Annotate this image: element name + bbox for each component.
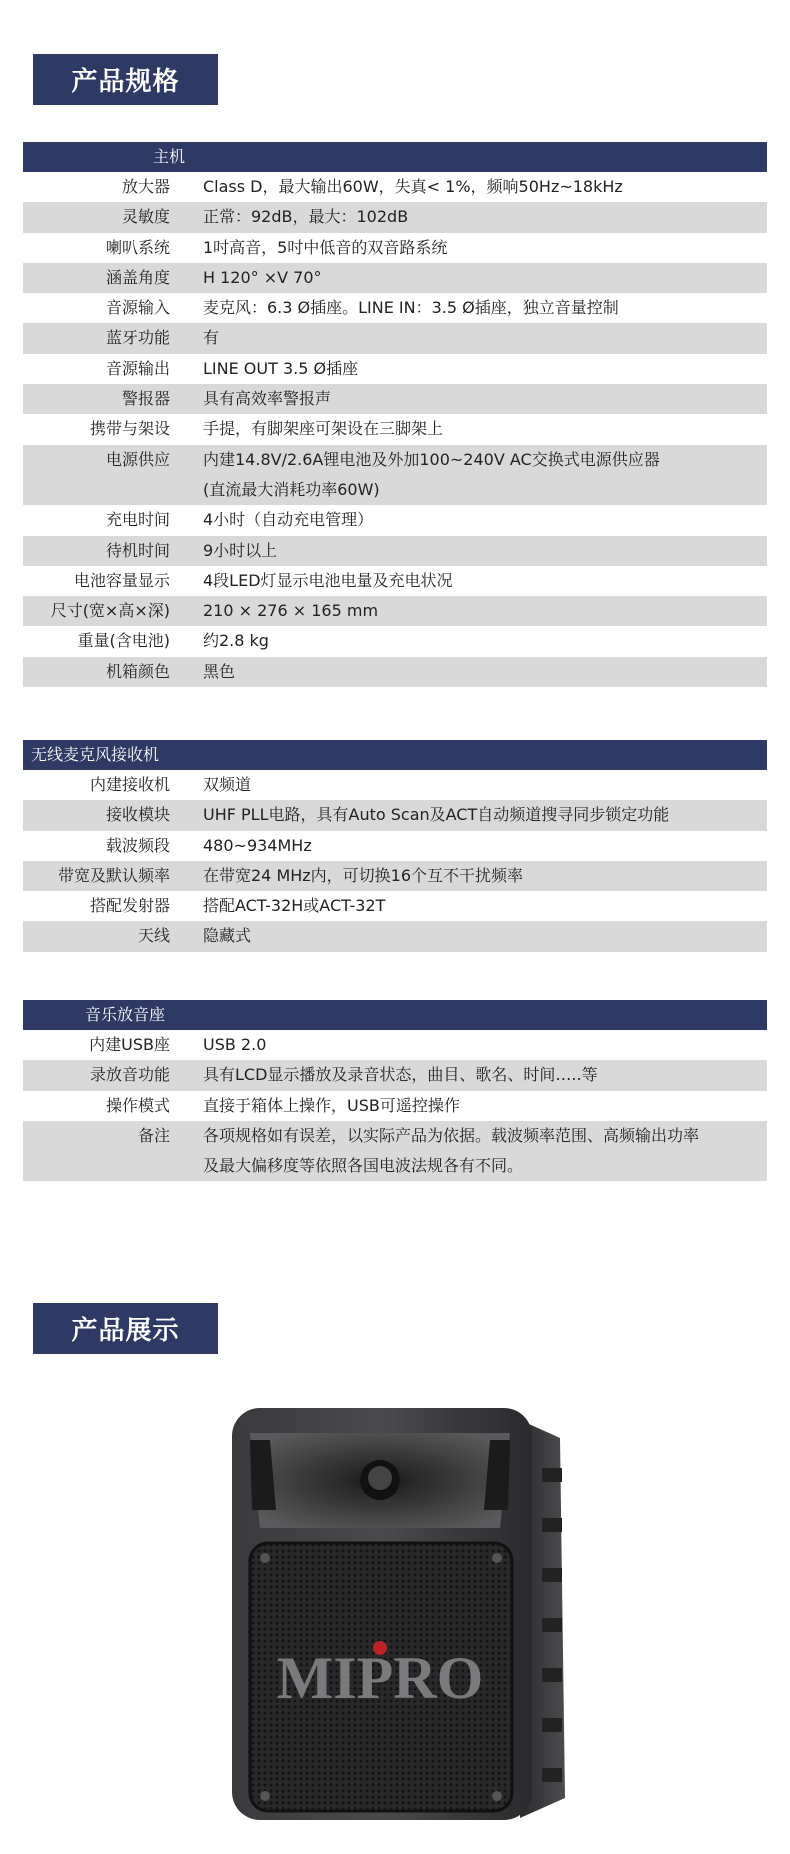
table-row [23, 202, 767, 232]
row-value [203, 770, 767, 800]
table-row [23, 770, 767, 800]
spec-table-main-unit [23, 142, 767, 687]
product-image [220, 1398, 570, 1826]
row-value-line: 1吋高音，5吋中低音的双音路系统 [203, 237, 448, 257]
table-title: 音乐放音座 [85, 1005, 166, 1024]
table-row [23, 831, 767, 861]
row-value-line: 麦克风：6.3 Ø插座。LINE IN：3.5 Ø插座，独立音量控制 [203, 298, 619, 318]
row-label: 录放音功能 [89, 1065, 170, 1085]
row-label: 内建USB座 [89, 1035, 170, 1054]
row-label: 搭配发射器 [89, 896, 170, 916]
row-label: 灵敏度 [121, 207, 170, 227]
table-row [23, 263, 767, 293]
row-label: 音源输入 [105, 298, 170, 318]
row-label: 涵盖角度 [105, 267, 170, 287]
row-value-line: H 120° ×V 70° [203, 267, 322, 287]
row-label: 音源输出 [105, 358, 170, 378]
row-value-line: (直流最大消耗功率60W) [203, 479, 380, 499]
row-label: 待机时间 [105, 540, 170, 560]
table-row [23, 172, 767, 202]
row-value-line: 黑色 [203, 661, 236, 681]
row-label: 尺寸(宽×高×深) [50, 601, 170, 621]
table-title: 主机 [153, 147, 186, 166]
row-value [203, 1060, 767, 1090]
row-value-line: 各项规格如有误差，以实际产品为依据。载波频率范围、高频输出功率 [203, 1125, 700, 1145]
table-header [23, 740, 767, 770]
row-value [203, 323, 767, 353]
table-row [23, 921, 767, 951]
table-row [23, 293, 767, 323]
table-row [23, 384, 767, 414]
table-row [23, 1060, 767, 1090]
row-value-line: 有 [203, 328, 220, 348]
row-label: 放大器 [121, 177, 170, 196]
section-title-specs: 产品规格 [33, 54, 218, 105]
row-value [203, 384, 767, 414]
table-row [23, 1030, 767, 1060]
spec-table-wireless-receiver [23, 740, 767, 952]
row-label: 重量(含电池) [77, 631, 170, 651]
row-label: 喇叭系统 [105, 237, 170, 257]
row-value [203, 1030, 767, 1060]
table-row [23, 1091, 767, 1121]
row-label: 蓝牙功能 [105, 328, 170, 348]
row-value [203, 891, 767, 921]
row-value-line: 210 × 276 × 165 mm [203, 601, 379, 621]
row-value-line: 隐藏式 [203, 926, 252, 946]
row-value [203, 800, 767, 830]
row-value [203, 293, 767, 323]
row-label: 电池容量显示 [73, 570, 170, 590]
row-label: 带宽及默认频率 [57, 865, 170, 885]
section-title-showcase: 产品展示 [33, 1303, 218, 1354]
row-value-line: 4段LED灯显示电池电量及充电状况 [203, 570, 453, 590]
table-row [23, 536, 767, 566]
row-value [203, 263, 767, 293]
row-value-line: 在带宽24 MHz内，可切换16个互不干扰频率 [203, 865, 524, 885]
spec-table-music-player [23, 1000, 767, 1181]
row-value [203, 657, 767, 687]
table-row [23, 445, 767, 506]
row-value-line: 直接于箱体上操作，USB可遥控操作 [203, 1095, 460, 1115]
row-value-line: 约2.8 kg [203, 631, 269, 651]
row-value [203, 831, 767, 861]
row-value [203, 1121, 767, 1182]
row-value [203, 354, 767, 384]
table-row [23, 626, 767, 656]
table-row [23, 414, 767, 444]
row-value [203, 1091, 767, 1121]
row-label: 内建接收机 [89, 775, 170, 794]
row-value-line: USB 2.0 [203, 1035, 267, 1054]
row-label: 操作模式 [105, 1095, 170, 1115]
row-value [203, 536, 767, 566]
table-row [23, 1121, 767, 1182]
row-value [203, 233, 767, 263]
row-value [203, 566, 767, 596]
table-row [23, 891, 767, 921]
row-value [203, 921, 767, 951]
table-header [23, 1000, 767, 1030]
row-label: 机箱颜色 [105, 661, 170, 681]
table-row [23, 566, 767, 596]
row-value-line: 具有高效率警报声 [203, 389, 332, 409]
row-label: 备注 [137, 1125, 170, 1145]
row-value-line: 4小时（自动充电管理） [203, 510, 374, 530]
row-value [203, 202, 767, 232]
row-value [203, 596, 767, 626]
table-row [23, 861, 767, 891]
table-row [23, 800, 767, 830]
row-value-line: Class D，最大输出60W，失真< 1%，频响50Hz~18kHz [203, 177, 623, 196]
table-row [23, 323, 767, 353]
row-value [203, 505, 767, 535]
row-value-line: 双频道 [203, 775, 252, 794]
row-label: 天线 [137, 926, 170, 946]
row-label: 充电时间 [105, 510, 170, 530]
row-value [203, 414, 767, 444]
row-value [203, 445, 767, 506]
product-logo: MIPRO [276, 1645, 484, 1711]
table-row [23, 505, 767, 535]
row-label: 接收模块 [105, 805, 170, 825]
row-value-line: 手提，有脚架座可架设在三脚架上 [203, 419, 444, 439]
row-value [203, 626, 767, 656]
row-value [203, 861, 767, 891]
row-value [203, 172, 767, 202]
row-value-line: 9小时以上 [203, 540, 278, 560]
table-row [23, 354, 767, 384]
row-label: 警报器 [121, 389, 170, 409]
row-value-line: 480~934MHz [203, 835, 312, 855]
row-value-line: LINE OUT 3.5 Ø插座 [203, 358, 359, 378]
row-label: 电源供应 [105, 449, 170, 469]
row-value-line: UHF PLL电路，具有Auto Scan及ACT自动频道搜寻同步锁定功能 [203, 805, 670, 825]
row-value-line: 搭配ACT-32H或ACT-32T [203, 896, 386, 916]
row-value-line: 内建14.8V/2.6A锂电池及外加100~240V AC交换式电源供应器 [203, 449, 660, 469]
row-value-line: 及最大偏移度等依照各国电波法规各有不同。 [203, 1156, 524, 1176]
row-label: 携带与架设 [89, 419, 170, 439]
row-label: 载波频段 [105, 835, 170, 855]
row-value-line: 具有LCD显示播放及录音状态，曲目、歌名、时间…..等 [203, 1065, 598, 1085]
table-row [23, 233, 767, 263]
table-title: 无线麦克风接收机 [31, 745, 160, 764]
row-value-line: 正常：92dB，最大：102dB [203, 207, 409, 227]
table-row [23, 596, 767, 626]
table-header [23, 142, 767, 172]
table-row [23, 657, 767, 687]
